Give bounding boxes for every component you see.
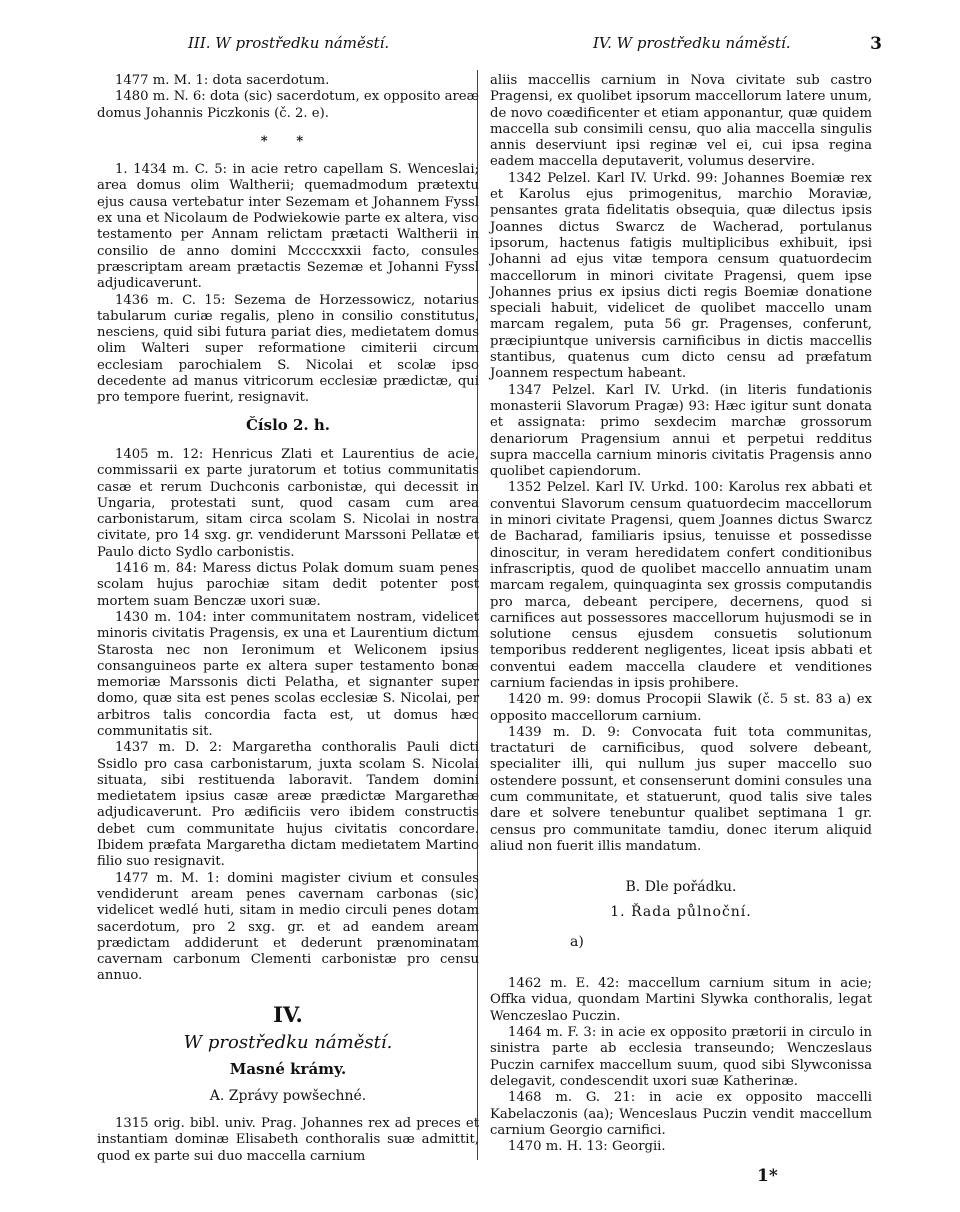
entry-paragraph: 1439 m. D. 9: Convocata fuit tota communitas, tractaturi de carnificibus, quod solvere debeant, specialiter illi, qui nullum jus super maccello suo ostendere possunt, et consenserunt domini consules una cum communitate, et statuerunt, quod talis sive tales dare et solvere tenebuntur qualibet septimana 1 gr. census pro communitate tamdiu, donec iterum aliquid aliud non fuerit illis mandatum.: [490, 724, 872, 854]
entry-paragraph: 1405 m. 12: Henricus Zlati et Laurentius de acie, commissarii ex parte juratorum et totius communitatis casæ et rerum Duchconis carbonistæ, qui decessit in Ungaria, protestati sunt, quod casam cum area carbonistarum, sitam circa scolam S. Nicolai in nostra civitate, pro 14 sxg. gr. vendiderunt Marssoni Pellatæ et Paulo dicto Sydlo carbonistis.: [97, 446, 479, 560]
entry-paragraph: 1416 m. 84: Maress dictus Polak domum suam penes scolam hujus parochiæ sitam dedit potenter post mortem suam Benczæ uxori suæ.: [97, 561, 479, 609]
number-heading: Číslo 2. h.: [245, 415, 331, 434]
entry-paragraph: 1315 orig. bibl. univ. Prag. Johannes rex ad preces et instantiam dominæ Elisabeth conthoralis suæ admittit, quod ex parte sui duo maccella carnium: [97, 1115, 479, 1164]
chapter-title: W prostředku náměstí.: [183, 1032, 393, 1054]
right-column: [490, 73, 872, 1155]
entry-paragraph: 1420 m. 99: domus Procopii Slawik (č. 5 st. 83 a) ex opposito maccellorum carnium.: [490, 692, 872, 724]
entry-paragraph: 1436 m. C. 15: Sezema de Horzessowicz, notarius tabularum curiæ regalis, pleno in consilio constitutus, nesciens, quid sibi futura pariat dies, medietatem domus olim Walteri super reformatione cimiterii circum ecclesiam parochialem S. Nicolai et scolæ ipso decedente ad manus vitricorum ecclesiæ prædictæ, qui pro tempore fuerint, resignavit.: [97, 292, 479, 406]
printer-signature-mark: 1*: [757, 1166, 778, 1186]
section-heading: A. Zprávy powšechné.: [209, 1087, 367, 1104]
entry-paragraph: 1462 m. E. 42: maccellum carnium situm in acie; Offka vidua, quondam Martini Slywka conthoralis, legat Wenczeslao Puczin.: [490, 976, 872, 1024]
running-header-right: IV. W prostředku náměstí.: [593, 34, 791, 52]
section-stars: * *: [260, 133, 316, 149]
subsection-heading: 1. Řada půlnoční.: [610, 903, 752, 920]
page-number: 3: [870, 34, 882, 54]
running-header-left: III. W prostředku náměstí.: [188, 34, 390, 52]
entry-paragraph: 1347 Pelzel. Karl IV. Urkd. (in literis fundationis monasterii Slavorum Pragæ) 93: Hæc igitur sunt donata et assignata: primo sexdecim marchæ grossorum denariorum Pragensium annui et perpetui redditus supra maccella carnium minoris civitatis Pragensis anno quolibet capiendorum.: [490, 382, 872, 480]
entry-paragraph: 1480 m. N. 6: dota (sic) sacerdotum, ex opposito areæ domus Johannis Piczkonis (č. 2. e).: [97, 89, 479, 121]
section-heading: B. Dle pořádku.: [625, 879, 737, 896]
entry-paragraph: 1477 m. M. 1: domini magister civium et consules vendiderunt aream penes cavernam carbonas (sic) videlicet wedlé huti, sitam in medio circuli penes dotam sacerdotum, pro 2 sxg. gr. et ad eandem aream prædictam addiderunt et dederunt prænominatam cavernam carbonum Clementi carbonistæ pro censu annuo.: [97, 870, 479, 984]
entry-paragraph: 1470 m. H. 13: Georgii.: [508, 1139, 666, 1155]
left-column: [97, 73, 479, 1165]
entry-paragraph: 1430 m. 104: inter communitatem nostram, videlicet minoris civitatis Pragensis, ex una et Laurentium dictum Starosta nec non Ieronimum et Weliconem ipsius consanguineos parte ex altera super testamento bonæ memoriæ Marssonis dicti Pelatha, et signanter super domo, quæ sita est penes scolas ecclesiæ S. Nicolai, per arbitros talis concordia facta est, ut domus hæc communitatis sit.: [97, 609, 479, 739]
subsection-label: a): [570, 933, 584, 950]
entry-paragraph: 1468 m. G. 21: in acie ex opposito maccelli Kabelaczonis (aa); Wenceslaus Puczin vendit maccellum carnium Georgio carnifici.: [490, 1090, 872, 1138]
entry-paragraph: 1464 m. F. 3: in acie ex opposito prætorii in circulo in sinistra parte ab ecclesia transeundo; Wenczeslaus Puczin carnifex maccellum suum, quod sibi Slywconissa delegavit, condescendit uxori suæ Katherinæ.: [490, 1025, 872, 1089]
entry-paragraph: aliis maccellis carnium in Nova civitate sub castro Pragensi, ex quolibet ipsorum maccellorum latere unum, de novo coædificenter et etiam apponantur, quæ quidem maccella sub consimili censu, quo alia maccella singulis annis deserviunt ipsi reginæ vel ei, cui ipsa regina eadem maccella deputaverit, volumus deservire.: [490, 73, 872, 170]
entry-paragraph: 1477 m. M. 1: dota sacerdotum.: [115, 73, 330, 88]
chapter-roman-numeral: IV.: [273, 1001, 303, 1027]
chapter-subtitle: Masné krámy.: [229, 1060, 347, 1079]
entry-paragraph: 1352 Pelzel. Karl IV. Urkd. 100: Karolus rex abbati et conventui Slavorum censum quatuordecim maccellorum in minori civitate Pragensi, quem Joannes dictus Swarcz de Bacharad, familiaris ipsius, tenuisse et possedisse dinoscitur, in veram heredidatem confert conditionibus infrascriptis, quod de quolibet maccello annuatim unam marcam regalem, quinquaginta sex grossis computandis pro marca, debeant percipere, decernens, quod si carnifices aut possessores maccellorum hujusmodi se in solutione census ejusdem consuetis solutionum temporibus redderent negligentes, liceat ipsis abbati et conventui eadem maccella claudere et venditiones carnium faciendas in ipsis prohibere.: [490, 480, 872, 691]
entry-paragraph: 1437 m. D. 2: Margaretha conthoralis Pauli dicti Ssidlo pro casa carbonistarum, juxta scolam S. Nicolai situata, sibi restituenda laboravit. Tandem domini medietatem ipsius casæ areæ prædictæ Margarethæ adjudicaverunt. Pro ædificiis vero ibidem constructis debet cum communitate hujus civitatis concordare. Ibidem præfata Margaretha dictam medietatem Martino filio suo resignavit.: [97, 740, 479, 870]
entry-paragraph: 1. 1434 m. C. 5: in acie retro capellam S. Wenceslai; area domus olim Waltherii; quemadmodum prætextu ejus causa vertebatur inter Sezemam et Johannem Fyssl ex una et Nicolaum de Podwiekowie parte ex altera, viso testamento per Annam relictam prætacti Waltherii in consilio de anno domini Mccccxxxii facto, consules præscriptam aream prætactis Sezemæ et Johanni Fyssl adjudicaverunt.: [97, 162, 479, 292]
entry-paragraph: 1342 Pelzel. Karl IV. Urkd. 99: Johannes Boemiæ rex et Karolus ejus primogenitus, marchio Moraviæ, pensantes grata fidelitatis obsequia, quæ dilectus ipsis Joannes dictus Swarcz de Wacherad, portulanus ipsorum, hactenus fatigis multiplicibus exhibuit, ipsi Johanni ad ejus vitæ tempora censum quatuordecim maccellorum in minori civitate Pragensi, quem ipse Johannes prius ex ipsius dicti regis Boemiæ donatione speciali habuit, videlicet de quolibet maccello unam marcam regalem, puta 56 gr. Pragenses, conferunt, præcipiuntque universis carnificibus in dictis maccellis stantibus, quatenus cum dicto censu ad præfatum Joannem respectum habeant.: [490, 170, 872, 382]
